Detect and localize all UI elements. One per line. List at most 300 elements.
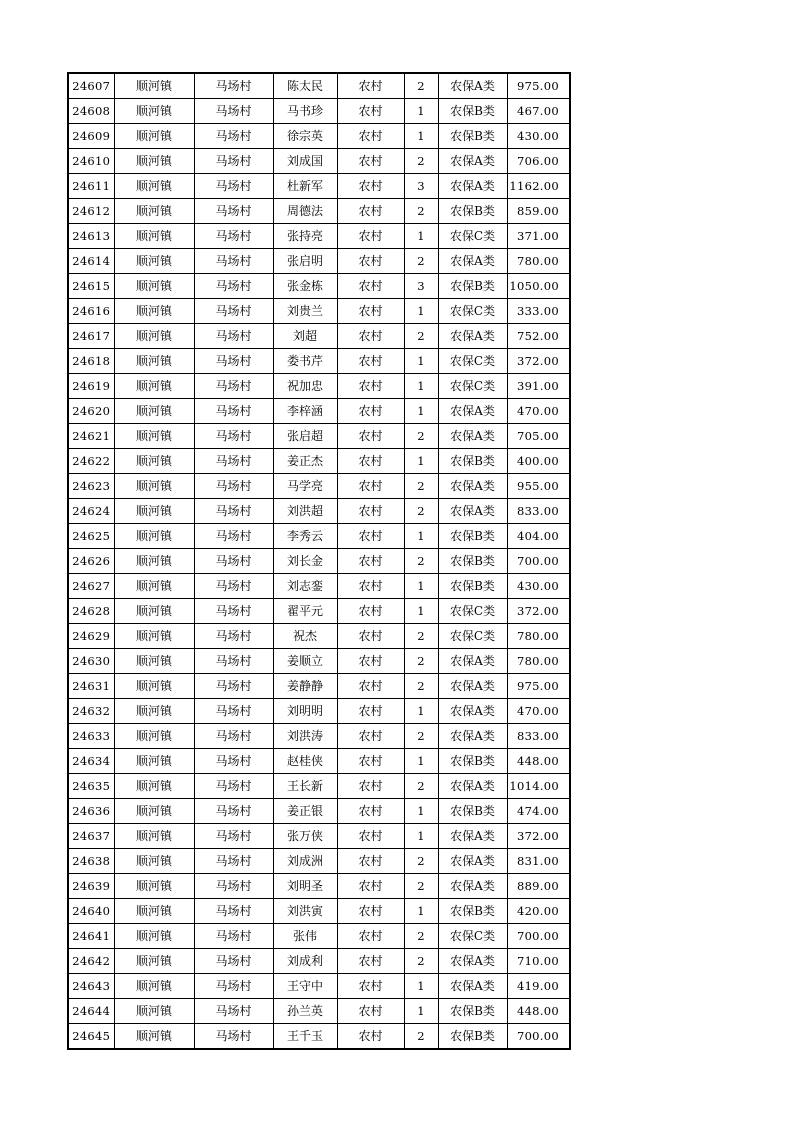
village-cell: 马场村 — [194, 999, 273, 1024]
insurance-category-cell: 农保A类 — [438, 249, 507, 274]
record-id-cell: 24625 — [68, 524, 114, 549]
table-row — [68, 374, 570, 399]
record-id-cell: 24642 — [68, 949, 114, 974]
record-id-cell: 24633 — [68, 724, 114, 749]
town-cell: 顺河镇 — [114, 699, 194, 724]
amount-cell: 889.00 — [507, 874, 570, 899]
amount-cell: 404.00 — [507, 524, 570, 549]
insurance-category-cell: 农保A类 — [438, 724, 507, 749]
town-cell: 顺河镇 — [114, 574, 194, 599]
amount-cell: 859.00 — [507, 199, 570, 224]
name-cell: 徐宗英 — [273, 124, 337, 149]
name-cell: 赵桂侠 — [273, 749, 337, 774]
village-cell: 马场村 — [194, 724, 273, 749]
table-row — [68, 424, 570, 449]
table-row — [68, 399, 570, 424]
record-id-cell: 24627 — [68, 574, 114, 599]
insurance-category-cell: 农保A类 — [438, 174, 507, 199]
record-id-cell: 24618 — [68, 349, 114, 374]
name-cell: 周德法 — [273, 199, 337, 224]
town-cell: 顺河镇 — [114, 624, 194, 649]
table-row — [68, 149, 570, 174]
table-row — [68, 624, 570, 649]
insurance-category-cell: 农保A类 — [438, 699, 507, 724]
amount-cell: 833.00 — [507, 499, 570, 524]
town-cell: 顺河镇 — [114, 274, 194, 299]
person-count-cell: 1 — [404, 799, 438, 824]
person-count-cell: 2 — [404, 324, 438, 349]
name-cell: 张伟 — [273, 924, 337, 949]
table-row — [68, 274, 570, 299]
name-cell: 刘明明 — [273, 699, 337, 724]
town-cell: 顺河镇 — [114, 99, 194, 124]
name-cell: 刘洪寅 — [273, 899, 337, 924]
name-cell: 刘成利 — [273, 949, 337, 974]
household-type-cell: 农村 — [337, 799, 404, 824]
person-count-cell: 2 — [404, 199, 438, 224]
amount-cell: 400.00 — [507, 449, 570, 474]
village-cell: 马场村 — [194, 73, 273, 99]
town-cell: 顺河镇 — [114, 549, 194, 574]
record-id-cell: 24616 — [68, 299, 114, 324]
person-count-cell: 2 — [404, 774, 438, 799]
name-cell: 刘贵兰 — [273, 299, 337, 324]
household-type-cell: 农村 — [337, 674, 404, 699]
insurance-category-cell: 农保B类 — [438, 1024, 507, 1050]
amount-cell: 955.00 — [507, 474, 570, 499]
household-type-cell: 农村 — [337, 399, 404, 424]
amount-cell: 700.00 — [507, 924, 570, 949]
record-id-cell: 24643 — [68, 974, 114, 999]
amount-cell: 470.00 — [507, 399, 570, 424]
amount-cell: 752.00 — [507, 324, 570, 349]
household-type-cell: 农村 — [337, 749, 404, 774]
insurance-category-cell: 农保B类 — [438, 524, 507, 549]
amount-cell: 430.00 — [507, 574, 570, 599]
name-cell: 陈太民 — [273, 73, 337, 99]
person-count-cell: 2 — [404, 724, 438, 749]
household-type-cell: 农村 — [337, 649, 404, 674]
record-id-cell: 24609 — [68, 124, 114, 149]
village-cell: 马场村 — [194, 824, 273, 849]
table-row — [68, 549, 570, 574]
amount-cell: 780.00 — [507, 249, 570, 274]
village-cell: 马场村 — [194, 474, 273, 499]
village-cell: 马场村 — [194, 599, 273, 624]
household-type-cell: 农村 — [337, 324, 404, 349]
insurance-category-cell: 农保A类 — [438, 149, 507, 174]
insurance-category-cell: 农保B类 — [438, 899, 507, 924]
table-row — [68, 224, 570, 249]
table-row — [68, 299, 570, 324]
amount-cell: 1162.00 — [507, 174, 570, 199]
record-id-cell: 24611 — [68, 174, 114, 199]
person-count-cell: 2 — [404, 499, 438, 524]
insurance-category-cell: 农保B类 — [438, 199, 507, 224]
name-cell: 姜顺立 — [273, 649, 337, 674]
insurance-category-cell: 农保B类 — [438, 749, 507, 774]
amount-cell: 831.00 — [507, 849, 570, 874]
person-count-cell: 1 — [404, 699, 438, 724]
town-cell: 顺河镇 — [114, 424, 194, 449]
town-cell: 顺河镇 — [114, 949, 194, 974]
name-cell: 刘超 — [273, 324, 337, 349]
town-cell: 顺河镇 — [114, 224, 194, 249]
record-id-cell: 24644 — [68, 999, 114, 1024]
insurance-category-cell: 农保B类 — [438, 449, 507, 474]
town-cell: 顺河镇 — [114, 724, 194, 749]
record-id-cell: 24639 — [68, 874, 114, 899]
village-cell: 马场村 — [194, 849, 273, 874]
table-row — [68, 849, 570, 874]
record-id-cell: 24640 — [68, 899, 114, 924]
village-cell: 马场村 — [194, 674, 273, 699]
records-body — [68, 73, 570, 1049]
insurance-category-cell: 农保B类 — [438, 999, 507, 1024]
record-id-cell: 24620 — [68, 399, 114, 424]
insurance-category-cell: 农保C类 — [438, 624, 507, 649]
insurance-category-cell: 农保C类 — [438, 924, 507, 949]
town-cell: 顺河镇 — [114, 1024, 194, 1050]
record-id-cell: 24623 — [68, 474, 114, 499]
name-cell: 李梓涵 — [273, 399, 337, 424]
village-cell: 马场村 — [194, 699, 273, 724]
amount-cell: 975.00 — [507, 674, 570, 699]
town-cell: 顺河镇 — [114, 149, 194, 174]
household-type-cell: 农村 — [337, 974, 404, 999]
record-id-cell: 24613 — [68, 224, 114, 249]
name-cell: 张启明 — [273, 249, 337, 274]
person-count-cell: 3 — [404, 274, 438, 299]
person-count-cell: 2 — [404, 649, 438, 674]
name-cell: 李秀云 — [273, 524, 337, 549]
town-cell: 顺河镇 — [114, 124, 194, 149]
record-id-cell: 24621 — [68, 424, 114, 449]
town-cell: 顺河镇 — [114, 899, 194, 924]
village-cell: 马场村 — [194, 524, 273, 549]
amount-cell: 371.00 — [507, 224, 570, 249]
name-cell: 祝加忠 — [273, 374, 337, 399]
amount-cell: 700.00 — [507, 549, 570, 574]
name-cell: 刘明圣 — [273, 874, 337, 899]
household-type-cell: 农村 — [337, 149, 404, 174]
person-count-cell: 2 — [404, 474, 438, 499]
amount-cell: 1014.00 — [507, 774, 570, 799]
village-cell: 马场村 — [194, 149, 273, 174]
village-cell: 马场村 — [194, 499, 273, 524]
insurance-category-cell: 农保C类 — [438, 299, 507, 324]
village-cell: 马场村 — [194, 299, 273, 324]
household-type-cell: 农村 — [337, 699, 404, 724]
household-type-cell: 农村 — [337, 849, 404, 874]
amount-cell: 419.00 — [507, 974, 570, 999]
person-count-cell: 2 — [404, 924, 438, 949]
amount-cell: 706.00 — [507, 149, 570, 174]
name-cell: 祝杰 — [273, 624, 337, 649]
record-id-cell: 24645 — [68, 1024, 114, 1050]
record-id-cell: 24614 — [68, 249, 114, 274]
village-cell: 马场村 — [194, 574, 273, 599]
person-count-cell: 1 — [404, 899, 438, 924]
town-cell: 顺河镇 — [114, 499, 194, 524]
person-count-cell: 2 — [404, 424, 438, 449]
village-cell: 马场村 — [194, 124, 273, 149]
town-cell: 顺河镇 — [114, 174, 194, 199]
amount-cell: 780.00 — [507, 624, 570, 649]
person-count-cell: 2 — [404, 149, 438, 174]
record-id-cell: 24635 — [68, 774, 114, 799]
town-cell: 顺河镇 — [114, 824, 194, 849]
person-count-cell: 3 — [404, 174, 438, 199]
table-row — [68, 499, 570, 524]
household-type-cell: 农村 — [337, 949, 404, 974]
household-type-cell: 农村 — [337, 299, 404, 324]
record-id-cell: 24626 — [68, 549, 114, 574]
person-count-cell: 2 — [404, 249, 438, 274]
table-row — [68, 199, 570, 224]
village-cell: 马场村 — [194, 924, 273, 949]
household-type-cell: 农村 — [337, 924, 404, 949]
table-row — [68, 974, 570, 999]
amount-cell: 470.00 — [507, 699, 570, 724]
amount-cell: 430.00 — [507, 124, 570, 149]
name-cell: 马书珍 — [273, 99, 337, 124]
name-cell: 刘成洲 — [273, 849, 337, 874]
person-count-cell: 1 — [404, 299, 438, 324]
village-cell: 马场村 — [194, 324, 273, 349]
person-count-cell: 2 — [404, 674, 438, 699]
household-type-cell: 农村 — [337, 824, 404, 849]
village-cell: 马场村 — [194, 174, 273, 199]
household-type-cell: 农村 — [337, 899, 404, 924]
village-cell: 马场村 — [194, 799, 273, 824]
table-row — [68, 874, 570, 899]
record-id-cell: 24630 — [68, 649, 114, 674]
household-type-cell: 农村 — [337, 73, 404, 99]
household-type-cell: 农村 — [337, 124, 404, 149]
record-id-cell: 24622 — [68, 449, 114, 474]
town-cell: 顺河镇 — [114, 599, 194, 624]
town-cell: 顺河镇 — [114, 374, 194, 399]
person-count-cell: 2 — [404, 949, 438, 974]
amount-cell: 833.00 — [507, 724, 570, 749]
record-id-cell: 24610 — [68, 149, 114, 174]
record-id-cell: 24628 — [68, 599, 114, 624]
amount-cell: 474.00 — [507, 799, 570, 824]
household-type-cell: 农村 — [337, 774, 404, 799]
village-cell: 马场村 — [194, 199, 273, 224]
village-cell: 马场村 — [194, 549, 273, 574]
table-row — [68, 999, 570, 1024]
person-count-cell: 1 — [404, 99, 438, 124]
town-cell: 顺河镇 — [114, 73, 194, 99]
name-cell: 姜静静 — [273, 674, 337, 699]
person-count-cell: 1 — [404, 449, 438, 474]
town-cell: 顺河镇 — [114, 349, 194, 374]
records-table — [67, 72, 571, 1050]
town-cell: 顺河镇 — [114, 974, 194, 999]
record-id-cell: 24617 — [68, 324, 114, 349]
insurance-category-cell: 农保A类 — [438, 324, 507, 349]
table-row — [68, 749, 570, 774]
table-row — [68, 799, 570, 824]
village-cell: 马场村 — [194, 749, 273, 774]
amount-cell: 710.00 — [507, 949, 570, 974]
amount-cell: 780.00 — [507, 649, 570, 674]
person-count-cell: 1 — [404, 374, 438, 399]
amount-cell: 448.00 — [507, 999, 570, 1024]
name-cell: 杜新军 — [273, 174, 337, 199]
name-cell: 翟平元 — [273, 599, 337, 624]
record-id-cell: 24624 — [68, 499, 114, 524]
table-row — [68, 449, 570, 474]
table-row — [68, 324, 570, 349]
record-id-cell: 24641 — [68, 924, 114, 949]
table-row — [68, 574, 570, 599]
table-row — [68, 524, 570, 549]
table-row — [68, 649, 570, 674]
table-row — [68, 824, 570, 849]
name-cell: 刘洪涛 — [273, 724, 337, 749]
town-cell: 顺河镇 — [114, 324, 194, 349]
person-count-cell: 1 — [404, 599, 438, 624]
table-row — [68, 349, 570, 374]
record-id-cell: 24634 — [68, 749, 114, 774]
table-row — [68, 774, 570, 799]
insurance-category-cell: 农保B类 — [438, 574, 507, 599]
record-id-cell: 24637 — [68, 824, 114, 849]
table-row — [68, 174, 570, 199]
insurance-category-cell: 农保C类 — [438, 224, 507, 249]
name-cell: 刘志銮 — [273, 574, 337, 599]
person-count-cell: 2 — [404, 549, 438, 574]
person-count-cell: 2 — [404, 1024, 438, 1050]
table-row — [68, 99, 570, 124]
table-row — [68, 73, 570, 99]
record-id-cell: 24629 — [68, 624, 114, 649]
amount-cell: 372.00 — [507, 824, 570, 849]
insurance-category-cell: 农保A类 — [438, 399, 507, 424]
household-type-cell: 农村 — [337, 224, 404, 249]
amount-cell: 372.00 — [507, 349, 570, 374]
village-cell: 马场村 — [194, 1024, 273, 1050]
person-count-cell: 1 — [404, 524, 438, 549]
name-cell: 刘成国 — [273, 149, 337, 174]
insurance-category-cell: 农保A类 — [438, 424, 507, 449]
record-id-cell: 24615 — [68, 274, 114, 299]
person-count-cell: 2 — [404, 849, 438, 874]
town-cell: 顺河镇 — [114, 774, 194, 799]
person-count-cell: 2 — [404, 874, 438, 899]
amount-cell: 391.00 — [507, 374, 570, 399]
table-row — [68, 699, 570, 724]
town-cell: 顺河镇 — [114, 674, 194, 699]
household-type-cell: 农村 — [337, 349, 404, 374]
town-cell: 顺河镇 — [114, 874, 194, 899]
person-count-cell: 1 — [404, 824, 438, 849]
name-cell: 张万侠 — [273, 824, 337, 849]
household-type-cell: 农村 — [337, 499, 404, 524]
household-type-cell: 农村 — [337, 624, 404, 649]
amount-cell: 372.00 — [507, 599, 570, 624]
person-count-cell: 1 — [404, 349, 438, 374]
table-row — [68, 249, 570, 274]
household-type-cell: 农村 — [337, 449, 404, 474]
household-type-cell: 农村 — [337, 199, 404, 224]
town-cell: 顺河镇 — [114, 399, 194, 424]
table-row — [68, 124, 570, 149]
town-cell: 顺河镇 — [114, 649, 194, 674]
village-cell: 马场村 — [194, 374, 273, 399]
person-count-cell: 1 — [404, 574, 438, 599]
name-cell: 王千玉 — [273, 1024, 337, 1050]
person-count-cell: 2 — [404, 624, 438, 649]
household-type-cell: 农村 — [337, 524, 404, 549]
amount-cell: 467.00 — [507, 99, 570, 124]
village-cell: 马场村 — [194, 224, 273, 249]
person-count-cell: 1 — [404, 999, 438, 1024]
village-cell: 马场村 — [194, 774, 273, 799]
name-cell: 王守中 — [273, 974, 337, 999]
insurance-category-cell: 农保B类 — [438, 274, 507, 299]
name-cell: 张持亮 — [273, 224, 337, 249]
town-cell: 顺河镇 — [114, 199, 194, 224]
household-type-cell: 农村 — [337, 1024, 404, 1050]
name-cell: 张启超 — [273, 424, 337, 449]
table-row — [68, 599, 570, 624]
household-type-cell: 农村 — [337, 724, 404, 749]
town-cell: 顺河镇 — [114, 449, 194, 474]
table-row — [68, 474, 570, 499]
insurance-category-cell: 农保C类 — [438, 374, 507, 399]
person-count-cell: 2 — [404, 73, 438, 99]
record-id-cell: 24631 — [68, 674, 114, 699]
village-cell: 马场村 — [194, 424, 273, 449]
town-cell: 顺河镇 — [114, 299, 194, 324]
town-cell: 顺河镇 — [114, 999, 194, 1024]
amount-cell: 700.00 — [507, 1024, 570, 1050]
town-cell: 顺河镇 — [114, 799, 194, 824]
name-cell: 王长新 — [273, 774, 337, 799]
household-type-cell: 农村 — [337, 574, 404, 599]
town-cell: 顺河镇 — [114, 849, 194, 874]
name-cell: 刘长金 — [273, 549, 337, 574]
household-type-cell: 农村 — [337, 599, 404, 624]
village-cell: 马场村 — [194, 274, 273, 299]
insurance-category-cell: 农保C类 — [438, 349, 507, 374]
town-cell: 顺河镇 — [114, 249, 194, 274]
table-row — [68, 724, 570, 749]
amount-cell: 705.00 — [507, 424, 570, 449]
record-id-cell: 24632 — [68, 699, 114, 724]
village-cell: 马场村 — [194, 874, 273, 899]
table-row — [68, 924, 570, 949]
village-cell: 马场村 — [194, 649, 273, 674]
household-type-cell: 农村 — [337, 374, 404, 399]
village-cell: 马场村 — [194, 949, 273, 974]
insurance-category-cell: 农保A类 — [438, 774, 507, 799]
insurance-category-cell: 农保A类 — [438, 649, 507, 674]
village-cell: 马场村 — [194, 449, 273, 474]
town-cell: 顺河镇 — [114, 474, 194, 499]
insurance-category-cell: 农保A类 — [438, 499, 507, 524]
name-cell: 姜正银 — [273, 799, 337, 824]
insurance-category-cell: 农保B类 — [438, 549, 507, 574]
record-id-cell: 24612 — [68, 199, 114, 224]
insurance-category-cell: 农保A类 — [438, 474, 507, 499]
village-cell: 马场村 — [194, 99, 273, 124]
amount-cell: 1050.00 — [507, 274, 570, 299]
